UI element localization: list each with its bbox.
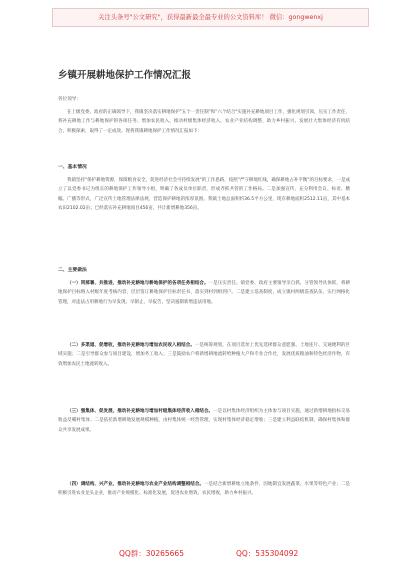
practice-4-lead: （四）调结构、兴产业，推动补充耕地与农业产业结构调整相结合。 [67,482,204,487]
practice-1-body: 一是压实责任。镇党委、政府主要领导亲自抓，分管领导具体抓，将耕地保护目标纳入村级年度考核内容，层层签订耕地保护目标责任书，落实到村到组到户。二是建立巡查制度，成立镇村两级巡查队伍，实行网格化管理，对违法占用耕地行为早发现、早制止、早报告，坚决遏制新增违法用地。 [58,281,350,305]
practice-1-lead: （一）同部署、共推进，推动补充耕地与耕地保护的各项任务相结合。 [67,281,209,286]
practice-4-body: 一是结合新增耕地立地条件，因地制宜发展蔬菜、水果等特色产业；二是积极引进农业龙头企业，推动产业规模化、标准化发展，促进农业增效、农民增收，助力乡村振兴。 [58,482,350,497]
promo-banner-text[interactable]: 关注头条号"公文研究"，获得最新最全最专业的公文资料库！ 微信：gongwenxj [52,8,369,27]
practice-3-body: 一是以村集体经济组织为主体参与项目实施，通过新增耕地指标交易收益反哺村集体；二是依托新增耕地发展规模种植，由村集体统一经营管理，实现村集体经济稳定增收；三是建立利益联结机制，确保村集体和群众共享发展成果。 [58,409,350,433]
intro-paragraph: 在上级党委、政府的正确领导下，我镇坚决落实耕地保护"五个一责任制"和"六个结合"实施补充耕地项目工作，强化规划引领，压实工作责任，将补充耕地工作与耕地保护的各项任务、增加农民收入、推动村级集体经济收入、农业产业结构调整、助力乡村振兴、发展壮大集体经济有机结合，积极探索，取得了一定成效。现将我镇耕地保护工作情况汇报如下： [58,110,350,134]
qq-group-text: QQ群：30265665 [119,549,184,558]
contact-footer [0,548,408,570]
practice-paragraph-4 [58,480,350,536]
document-title: 乡镇开展耕地保护工作情况汇报 [58,70,192,81]
practice-paragraph-2 [58,341,350,399]
practice-3-lead: （三）强集体、促发展，推动补充耕地与增加村级集体经济收入相结合。 [67,409,214,414]
section-heading-basic: 一、基本情况 [58,165,87,170]
qq-contact-text: QQ：535304092 [236,549,299,558]
practice-2-lead: （二）多渠道、促增收，推动补充耕地与增加农民收入相结合。 [67,343,195,348]
practice-paragraph-1 [58,279,350,335]
basic-situation-paragraph: 我镇坚持"保护耕地资源，保障粮食安全，促进经济社会可持续发展"的工作思路，按照"严守耕地红线，确保耕地占补平衡"的目标要求，一是成立了以党委书记为组长的耕地保护工作领导小组，明确了各成员单位职责，形成齐抓共管的工作格局。二是加强宣传，充分利用会议、标语、横幅、广播等形式，广泛宣传土地管理法律法规，营造保护耕地的浓厚氛围。我镇土地总面积约36.5平方公里，现有耕地面积2512.11亩，其中基本农田2102.02亩；已经落实补充耕地项目456亩，共计新增耕地356亩。 [58,178,350,212]
document-greeting: 各位领导： [58,97,81,102]
practice-2-body: 一是统筹规划，在项目选址上优先选择群众意愿强、土地连片、交通便利的区域实施；二是引导群众参与项目建设，增加务工收入；三是鼓励农户将新增耕地流转给种植大户和专业合作社，发展优质粮油和特色经济作物，有效增加农民土地流转收入。 [58,343,350,367]
top-banner [0,0,408,46]
section-heading-practices: 二、主要做法 [58,268,87,273]
practice-paragraph-3 [58,407,350,473]
